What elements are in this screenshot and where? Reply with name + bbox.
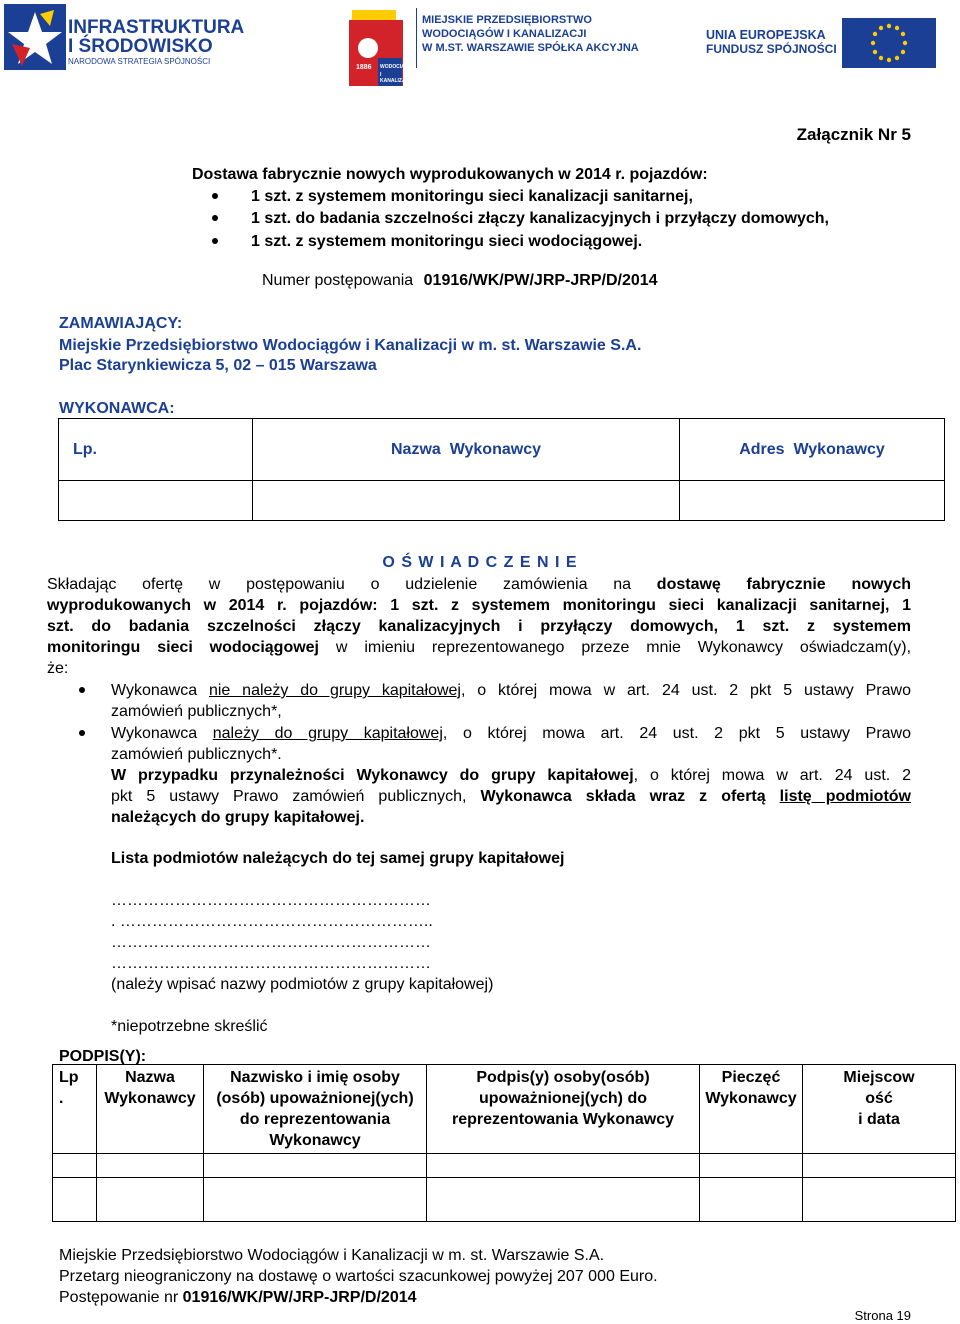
intro-item-3: 1 szt. z systemem monitoringu sieci wodociągowej.: [251, 233, 643, 250]
signatures-table-row[interactable]: [53, 1154, 956, 1178]
logo2-line2: WODOCIĄGÓW I KANALIZACJI: [422, 28, 587, 40]
dots-hint: (należy wpisać nazwy podmiotów z grupy kapitałowej): [111, 976, 494, 993]
declaration-bullet-2-line2: zamówień publicznych*.: [111, 746, 282, 763]
sig-cell[interactable]: [53, 1178, 97, 1222]
proceeding-line: [262, 270, 658, 291]
bullet2-pre: Wykonawca: [111, 725, 198, 742]
footer-line-2: Przetarg nieograniczony na dostawę o wartości szacunkowej powyżej 207 000 Euro.: [59, 1268, 658, 1285]
declaration-bullet-icon: [79, 730, 85, 736]
logo-infrastruktura: [4, 4, 249, 74]
star-logo-icon: [4, 4, 66, 70]
logo3-line1: UNIA EUROPEJSKA: [706, 28, 826, 42]
sig-cell[interactable]: [803, 1178, 956, 1222]
logo2-line1: MIEJSKIE PRZEDSIĘBIORSTWO: [422, 14, 592, 26]
declaration-line-5: że:: [47, 660, 69, 677]
proceeding-label: Numer postępowania: [262, 272, 414, 289]
dots-line-1[interactable]: ……………………………………………………: [111, 892, 431, 909]
contractor-table-row[interactable]: [59, 481, 945, 521]
signatures-table-row[interactable]: [53, 1178, 956, 1222]
logo1-line1: INFRASTRUKTURA: [68, 17, 245, 38]
orderer-label: ZAMAWIAJĄCY:: [59, 315, 183, 332]
crest-word2: I KANALIZACJA: [380, 72, 416, 84]
footer-line3-number: 01916/WK/PW/JRP-JRP/D/2014: [182, 1289, 417, 1306]
proceeding-number: 01916/WK/PW/JRP-JRP/D/2014: [423, 272, 658, 289]
contractor-label: WYKONAWCA:: [59, 400, 175, 417]
sig-cell[interactable]: [700, 1178, 803, 1222]
note-text2: pkt 5 ustawy Prawo zamówień publicznych,: [111, 788, 467, 805]
footer-line-3: [59, 1288, 417, 1308]
footnote: *niepotrzebne skreślić: [111, 1018, 268, 1035]
orderer-name: Miejskie Przedsiębiorstwo Wodociągów i Kanalizacji w m. st. Warszawie S.A.: [59, 337, 642, 354]
sig-col-lp: Lp .: [53, 1065, 97, 1154]
intro-item-1: 1 szt. z systemem monitoringu sieci kanalizacji sanitarnej,: [251, 188, 693, 205]
contractor-cell-address[interactable]: [680, 481, 945, 521]
declaration-p1-bold-a: dostawę fabrycznie nowych: [656, 576, 912, 593]
declaration-line-1: [47, 574, 911, 595]
contractor-table: [58, 418, 945, 521]
sig-col-stamp: Pieczęć Wykonawcy: [700, 1065, 803, 1154]
contractor-col-address: Adres Wykonawcy: [680, 419, 945, 481]
intro-bullet-icon: [212, 193, 218, 199]
note-line-3: należących do grupy kapitałowej.: [111, 809, 365, 826]
attachment-label: Załącznik Nr 5: [796, 125, 911, 144]
bullet1-pre: Wykonawca: [111, 682, 198, 699]
page-number: Strona 19: [854, 1308, 911, 1323]
declaration-line-2: wyprodukowanych w 2014 r. pojazdów: 1 szt. z systemem monitoringu sieci kanalizacji sanitarnej, 1: [47, 597, 911, 614]
sig-cell[interactable]: [53, 1154, 97, 1178]
note-bold2: Wykonawca składa wraz z ofertą: [480, 788, 766, 805]
intro-bullet-icon: [212, 238, 218, 244]
orderer-address: Plac Starynkiewicza 5, 02 – 015 Warszawa: [59, 357, 377, 374]
sig-cell[interactable]: [803, 1154, 956, 1178]
eu-flag-icon: [842, 18, 936, 68]
note-bold1: W przypadku przynależności Wykonawcy do grupy kapitałowej: [111, 767, 634, 784]
bullet2-underlined: należy do grupy kapitałowej: [212, 725, 443, 742]
logo-eu: [700, 18, 940, 68]
signatures-table-header: [53, 1065, 956, 1154]
intro-item-2: 1 szt. do badania szczelności złączy kanalizacyjnych i przyłączy domowych,: [251, 210, 829, 227]
footer-line-1: Miejskie Przedsiębiorstwo Wodociągów i Kanalizacji w m. st. Warszawie S.A.: [59, 1247, 605, 1264]
dots-line-4[interactable]: ……………………………………………………: [111, 955, 431, 972]
declaration-line-3: szt. do badania szczelności złączy kanalizacyjnych i przyłączy domowych, 1 szt. z systemem: [47, 618, 911, 635]
logo-mpwik-divider: [416, 8, 417, 68]
declaration-title: O Ś W I A D C Z E N I E: [382, 554, 578, 571]
note-bold-underlined: listę podmiotów: [779, 788, 912, 805]
sig-cell[interactable]: [204, 1154, 427, 1178]
declaration-bullet-2: [111, 723, 911, 744]
declaration-bullet-1-line2: zamówień publicznych*,: [111, 703, 282, 720]
crest-word1: WODOCIĄGI: [380, 64, 410, 70]
bullet1-post: , o której mowa w art. 24 ust. 2 pkt 5 ustawy Prawo: [460, 682, 911, 699]
contractor-table-header: [59, 419, 945, 481]
crest-year: 1886: [356, 64, 372, 71]
note-text1: , o której mowa w art. 24 ust. 2: [633, 767, 912, 784]
logo3-line2: FUNDUSZ SPÓJNOŚCI: [706, 42, 837, 56]
logo1-line2: I ŚRODOWISKO: [68, 36, 213, 57]
bullet2-post: , o której mowa art. 24 ust. 2 pkt 5 ustawy Prawo: [442, 725, 912, 742]
sig-col-name: Nazwa Wykonawcy: [97, 1065, 204, 1154]
sig-cell[interactable]: [427, 1154, 700, 1178]
footer-line3-pre: Postępowanie nr: [59, 1289, 179, 1306]
declaration-p1-bold-d: monitoringu sieci wodociągowej: [47, 639, 320, 656]
dots-line-2[interactable]: . …………………………………………………..: [111, 913, 433, 930]
contractor-cell-lp[interactable]: [59, 481, 253, 521]
sig-col-place-date: Miejscow ość i data: [803, 1065, 956, 1154]
declaration-p1-rest: w imieniu reprezentowanego przeze mnie Wykonawcy oświadczam(y),: [335, 639, 912, 656]
note-line-2: [111, 786, 911, 807]
logo-mpwik: [416, 8, 646, 68]
declaration-line-4: [47, 637, 911, 658]
intro-title: Dostawa fabrycznie nowych wyprodukowanych w 2014 r. pojazdów:: [192, 166, 708, 183]
list-title: Lista podmiotów należących do tej samej grupy kapitałowej: [111, 850, 565, 867]
dots-line-3[interactable]: ……………………………………………………: [111, 934, 431, 951]
sig-cell[interactable]: [427, 1178, 700, 1222]
declaration-bullet-1: [111, 680, 911, 701]
contractor-col-name: Nazwa Wykonawcy: [253, 419, 680, 481]
intro-bullet-icon: [212, 215, 218, 221]
declaration-p1-text: Składając ofertę w postępowaniu o udzielenie zamówienia na: [47, 576, 632, 593]
logo2-line3: W M.ST. WARSZAWIE SPÓŁKA AKCYJNA: [422, 42, 639, 54]
signatures-table: [52, 1064, 956, 1222]
signatures-label: PODPIS(Y):: [59, 1048, 147, 1065]
sig-cell[interactable]: [700, 1154, 803, 1178]
crest: [346, 8, 416, 88]
sig-col-signature: Podpis(y) osoby(osób) upoważnionej(ych) do reprezentowania Wykonawcy: [427, 1065, 700, 1154]
sig-cell[interactable]: [97, 1154, 204, 1178]
bullet1-underlined: nie należy do grupy kapitałowej: [208, 682, 461, 699]
contractor-col-lp: Lp.: [59, 419, 253, 481]
sig-col-person: Nazwisko i imię osoby (osób) upoważnionej(ych) do reprezentowania Wykonawcy: [204, 1065, 427, 1154]
sig-cell[interactable]: [97, 1178, 204, 1222]
contractor-cell-name[interactable]: [253, 481, 680, 521]
note-line-1: [111, 765, 911, 786]
sig-cell[interactable]: [204, 1178, 427, 1222]
logo1-line3: NARODOWA STRATEGIA SPÓJNOŚCI: [68, 57, 211, 66]
declaration-bullet-icon: [79, 687, 85, 693]
